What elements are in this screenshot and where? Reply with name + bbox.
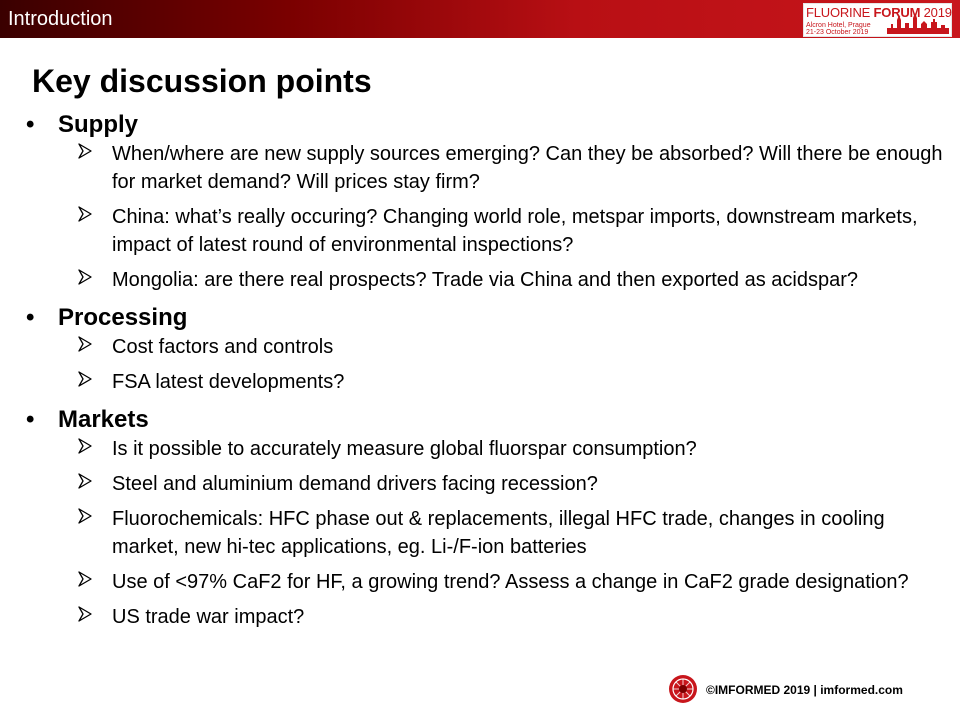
list-item-text: Fluorochemicals: HFC phase out & replacements, illegal HFC trade, changes in cooling market, new hi-tec applications, eg. Li-/F-ion batteries bbox=[112, 508, 885, 558]
list-item bbox=[26, 333, 946, 361]
section-title: Markets bbox=[58, 406, 149, 433]
section-heading bbox=[26, 110, 946, 140]
list-item bbox=[26, 435, 946, 463]
arrowhead-bullet-icon bbox=[78, 472, 92, 490]
fluorine-forum-logo bbox=[803, 3, 952, 37]
imformed-logo-icon bbox=[668, 674, 698, 704]
arrowhead-bullet-icon bbox=[78, 437, 92, 455]
list-item-text: Use of <97% CaF2 for HF, a growing trend? Assess a change in CaF2 grade designation? bbox=[112, 571, 909, 593]
forum-logo-bold: FORUM bbox=[873, 5, 921, 20]
list-item-text: US trade war impact? bbox=[112, 606, 305, 628]
list-item bbox=[26, 505, 946, 561]
section-markets bbox=[26, 405, 946, 631]
list-item bbox=[26, 603, 946, 631]
section-processing bbox=[26, 303, 946, 396]
arrowhead-bullet-icon bbox=[78, 205, 92, 223]
section-supply bbox=[26, 110, 946, 294]
bullet-icon: • bbox=[26, 406, 35, 433]
list-item-text: FSA latest developments? bbox=[112, 371, 345, 393]
list-item-text: Cost factors and controls bbox=[112, 336, 334, 358]
section-label: Introduction bbox=[8, 8, 113, 30]
section-heading bbox=[26, 303, 946, 333]
forum-logo-dates: 21-23 October 2019 bbox=[806, 29, 869, 36]
section-title: Supply bbox=[58, 111, 139, 138]
arrowhead-bullet-icon bbox=[78, 268, 92, 286]
arrowhead-bullet-icon bbox=[78, 507, 92, 525]
arrowhead-bullet-icon bbox=[78, 570, 92, 588]
list-item-text: When/where are new supply sources emerging? Can they be absorbed? Will there be enough for market demand? Will prices stay firm? bbox=[112, 143, 943, 193]
bullet-icon: • bbox=[26, 111, 35, 138]
list-item bbox=[26, 470, 946, 498]
bullet-icon: • bbox=[26, 304, 35, 331]
header-bar bbox=[0, 0, 960, 38]
list-item bbox=[26, 140, 946, 196]
forum-logo-year: 2019 bbox=[920, 5, 952, 20]
forum-logo-venue: Alcron Hotel, Prague bbox=[806, 22, 871, 29]
discussion-points bbox=[26, 110, 946, 640]
list-item bbox=[26, 266, 946, 294]
page-title: Key discussion points bbox=[32, 63, 372, 99]
list-item bbox=[26, 568, 946, 596]
footer bbox=[668, 674, 938, 704]
footer-copyright: ©IMFORMED 2019 | imformed.com bbox=[706, 683, 903, 697]
arrowhead-bullet-icon bbox=[78, 142, 92, 160]
list-item-text: China: what’s really occuring? Changing world role, metspar imports, downstream markets, impact of latest round of environmental inspections? bbox=[112, 206, 918, 256]
section-title: Processing bbox=[58, 304, 188, 331]
list-item bbox=[26, 203, 946, 259]
list-item-text: Mongolia: are there real prospects? Trade via China and then exported as acidspar? bbox=[112, 269, 859, 291]
list-item-text: Steel and aluminium demand drivers facing recession? bbox=[112, 473, 598, 495]
section-heading bbox=[26, 405, 946, 435]
arrowhead-bullet-icon bbox=[78, 605, 92, 623]
prague-skyline-icon bbox=[887, 12, 949, 34]
forum-logo-prefix: FLUORINE bbox=[806, 5, 874, 20]
list-item-text: Is it possible to accurately measure global fluorspar consumption? bbox=[112, 438, 697, 460]
list-item bbox=[26, 368, 946, 396]
arrowhead-bullet-icon bbox=[78, 335, 92, 353]
arrowhead-bullet-icon bbox=[78, 370, 92, 388]
